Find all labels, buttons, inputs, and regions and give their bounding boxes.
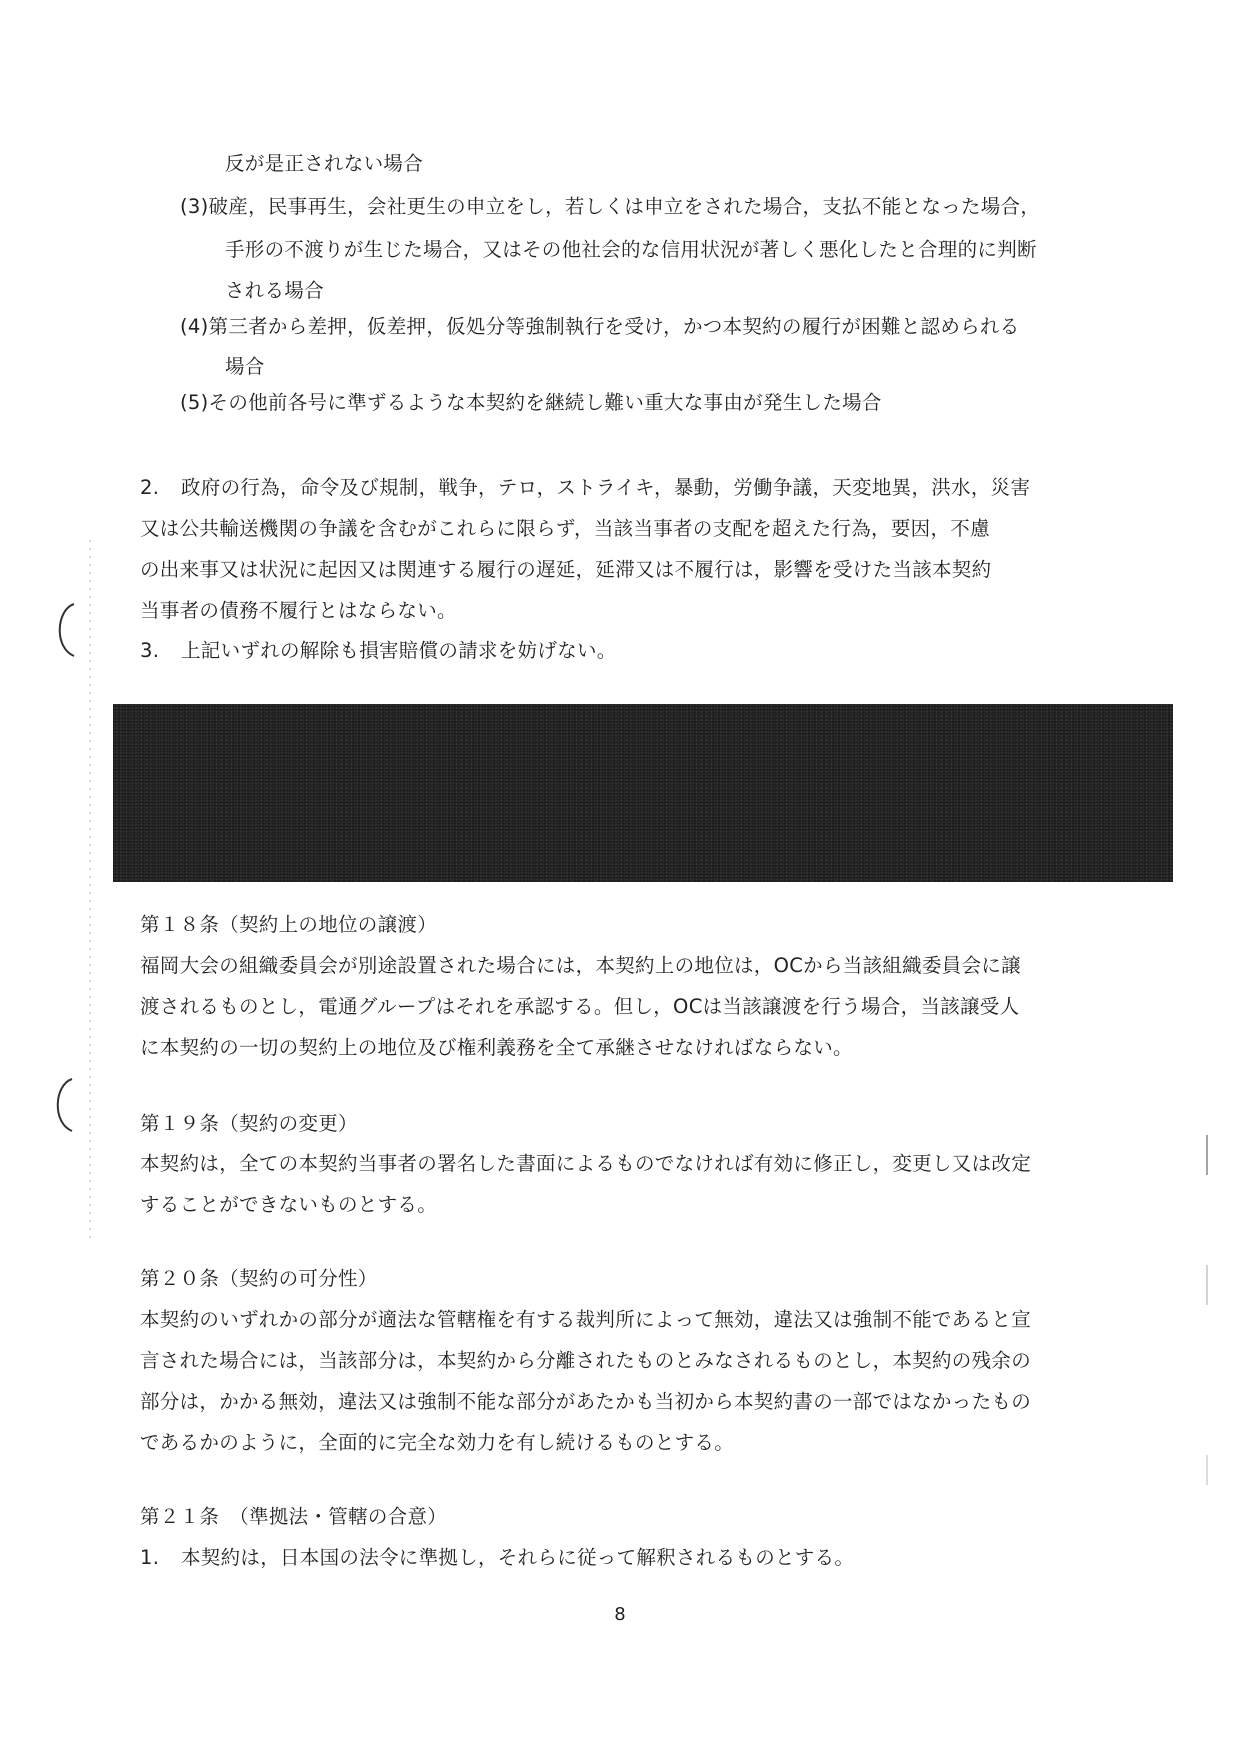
article-18-line-1: 福岡大会の組織委員会が別途設置された場合には，本契約上の地位は，OCから当該組織委員会に譲 [140,954,1021,977]
article-18-heading: 第１８条（契約上の地位の譲渡） [140,913,438,936]
item-5-line-1: (5)その他前各号に準ずるような本契約を継続し難い重大な事由が発生した場合 [180,391,882,414]
margin-edge-line [1205,1135,1209,1495]
article-20-line-1: 本契約のいずれかの部分が適法な管轄権を有する裁判所によって無効，違法又は強制不能であると宣 [140,1308,1032,1331]
article-18-line-2: 渡されるものとし，電通グループはそれを承認する。但し，OCは当該譲渡を行う場合，当該譲受人 [140,995,1020,1018]
para-2-line-3: の出来事又は状況に起因又は関連する履行の遅延，延滞又は不履行は，影響を受けた当該本契約 [140,558,992,581]
article-19-heading: 第１９条（契約の変更） [140,1112,358,1135]
para-2-line-4: 当事者の債務不履行とはならない。 [140,599,457,622]
item-3-line-3: される場合 [225,279,325,302]
article-19-line-2: することができないものとする。 [140,1193,438,1216]
margin-dotted-line [88,540,92,1240]
para-2-line-2: 又は公共輸送機関の争議を含むがこれらに限らず，当該当事者の支配を超えた行為，要因，不慮 [140,517,990,540]
binder-hole-mark [48,600,78,660]
para-3-number: 3. [140,639,160,662]
article-21-heading: 第２１条 （準拠法・管轄の合意） [140,1505,448,1528]
article-20-heading: 第２０条（契約の可分性） [140,1267,378,1290]
article-21-item-number: 1. [140,1546,160,1569]
item-4-line-1: (4)第三者から差押，仮差押，仮処分等強制執行を受け，かつ本契約の履行が困難と認められる [180,315,1020,338]
article-19-line-1: 本契約は，全ての本契約当事者の署名した書面によるものでなければ有効に修正し，変更し又は改定 [140,1152,1032,1175]
para-2-number: 2. [140,476,160,499]
article-20-line-2: 言された場合には，当該部分は，本契約から分離されたものとみなされるものとし，本契約の残余の [140,1349,1032,1372]
article-20-line-4: であるかのように，全面的に完全な効力を有し続けるものとする。 [140,1431,735,1454]
article-18-line-3: に本契約の一切の契約上の地位及び権利義務を全て承継させなければならない。 [140,1036,853,1059]
article-20-line-3: 部分は，かかる無効，違法又は強制不能な部分があたかも当初から本契約書の一部ではなかったもの [140,1390,1031,1413]
binder-hole-mark [46,1075,76,1135]
para-3-line-1: 上記いずれの解除も損害賠償の請求を妨げない。 [181,639,617,662]
redaction-block [113,704,1173,882]
para-2-line-1: 政府の行為，命令及び規制，戦争，テロ，ストライキ，暴動，労働争議，天変地異，洪水，災害 [181,476,1031,499]
continuation-text: 反が是正されない場合 [225,152,424,175]
article-21-line-1: 本契約は，日本国の法令に準拠し，それらに従って解釈されるものとする。 [181,1546,855,1569]
item-4-line-2: 場合 [225,355,265,378]
item-3-line-1: (3)破産，民事再生，会社更生の申立をし，若しくは申立をされた場合，支払不能となった場合， [180,195,1041,218]
page-number: 8 [614,1604,626,1625]
item-3-line-2: 手形の不渡りが生じた場合，又はその他社会的な信用状況が著しく悪化したと合理的に判断 [225,238,1037,261]
